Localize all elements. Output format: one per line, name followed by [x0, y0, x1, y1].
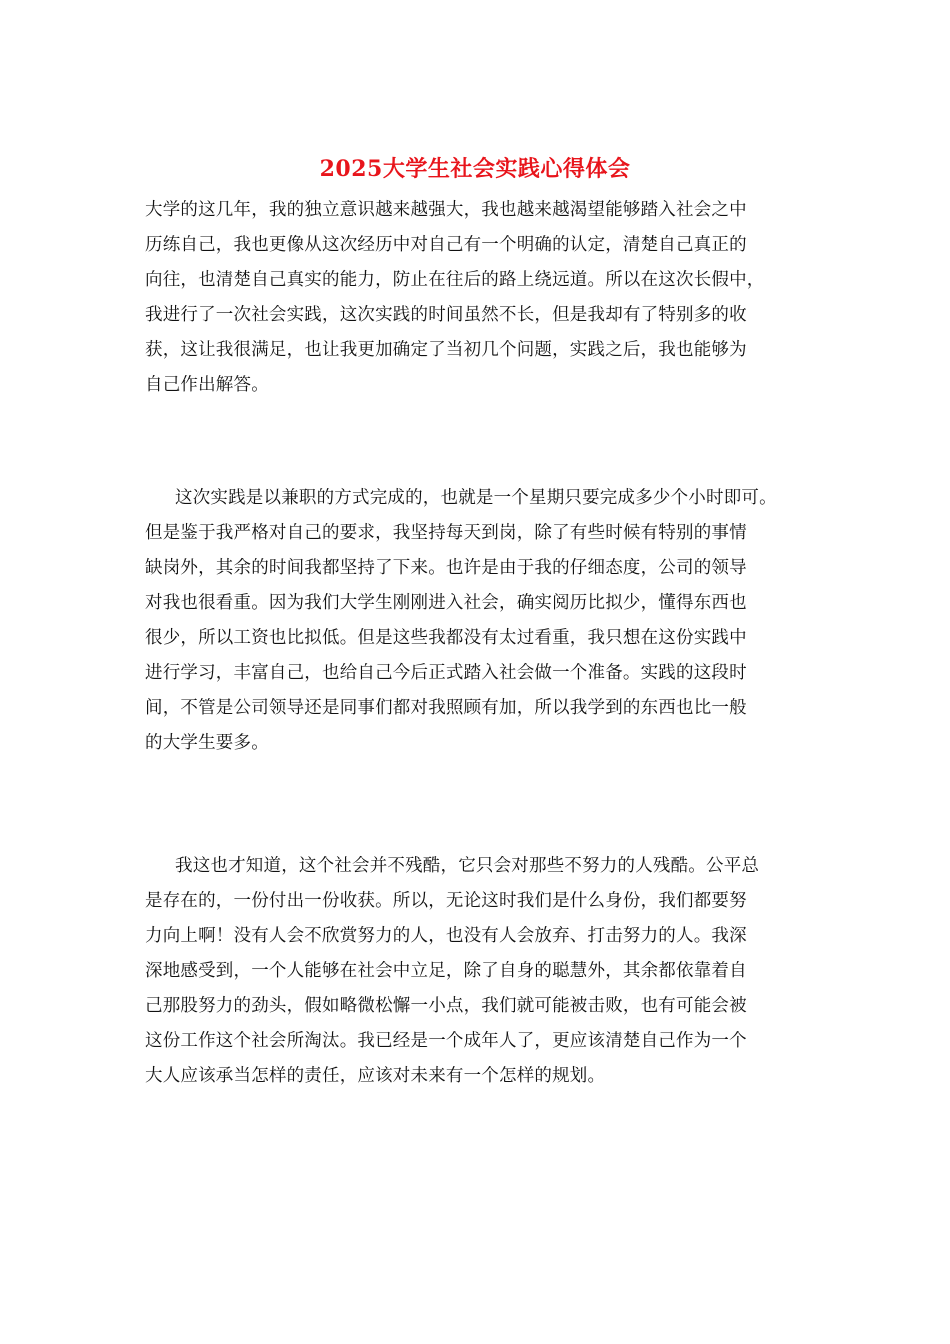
paragraph-3: [145, 849, 810, 1094]
paragraph-2: [145, 481, 810, 761]
paragraph-line: 历练自己，我也更像从这次经历中对自己有一个明确的认定，清楚自己真正的: [145, 235, 747, 255]
paragraph-line: 大人应该承当怎样的责任，应该对未来有一个怎样的规划。: [145, 1066, 606, 1086]
paragraph-line: 这次实践是以兼职的方式完成的，也就是一个星期只要完成多少个小时即可。: [175, 488, 777, 508]
paragraph-1: [145, 193, 810, 403]
paragraph-line: 深地感受到，一个人能够在社会中立足，除了自身的聪慧外，其余都依靠着自: [145, 961, 747, 981]
paragraph-line: 对我也很看重。因为我们大学生刚刚进入社会，确实阅历比拟少，懂得东西也: [145, 593, 747, 613]
paragraph-line: 很少，所以工资也比拟低。但是这些我都没有太过看重，我只想在这份实践中: [145, 628, 747, 648]
paragraph-line: 大学的这几年，我的独立意识越来越强大，我也越来越渴望能够踏入社会之中: [145, 200, 747, 220]
paragraph-line: 进行学习，丰富自己，也给自己今后正式踏入社会做一个准备。实践的这段时: [145, 663, 747, 683]
paragraph-line: 是存在的，一份付出一份收获。所以，无论这时我们是什么身份，我们都要努: [145, 891, 747, 911]
paragraph-line: 我这也才知道，这个社会并不残酷，它只会对那些不努力的人残酷。公平总: [175, 856, 760, 876]
document-title: 2025大学生社会实践心得体会: [319, 156, 631, 182]
paragraph-line: 向往，也清楚自己真实的能力，防止在往后的路上绕远道。所以在这次长假中，: [145, 270, 765, 290]
paragraph-line: 这份工作这个社会所淘汰。我已经是一个成年人了，更应该清楚自己作为一个: [145, 1031, 747, 1051]
paragraph-line: 但是鉴于我严格对自己的要求，我坚持每天到岗，除了有些时候有特别的事情: [145, 523, 747, 543]
paragraph-line: 间，不管是公司领导还是同事们都对我照顾有加，所以我学到的东西也比一般: [145, 698, 747, 718]
paragraph-line: 获，这让我很满足，也让我更加确定了当初几个问题，实践之后，我也能够为: [145, 340, 747, 360]
paragraph-line: 自己作出解答。: [145, 375, 269, 395]
paragraph-line: 力向上啊！没有人会不欣赏努力的人，也没有人会放弃、打击努力的人。我深: [145, 926, 747, 946]
paragraph-line: 己那股努力的劲头，假如略微松懈一小点，我们就可能被击败，也有可能会被: [145, 996, 747, 1016]
paragraph-line: 的大学生要多。: [145, 733, 269, 753]
paragraph-line: 我进行了一次社会实践，这次实践的时间虽然不长，但是我却有了特别多的收: [145, 305, 747, 325]
paragraph-line: 缺岗外，其余的时间我都坚持了下来。也许是由于我的仔细态度，公司的领导: [145, 558, 747, 578]
